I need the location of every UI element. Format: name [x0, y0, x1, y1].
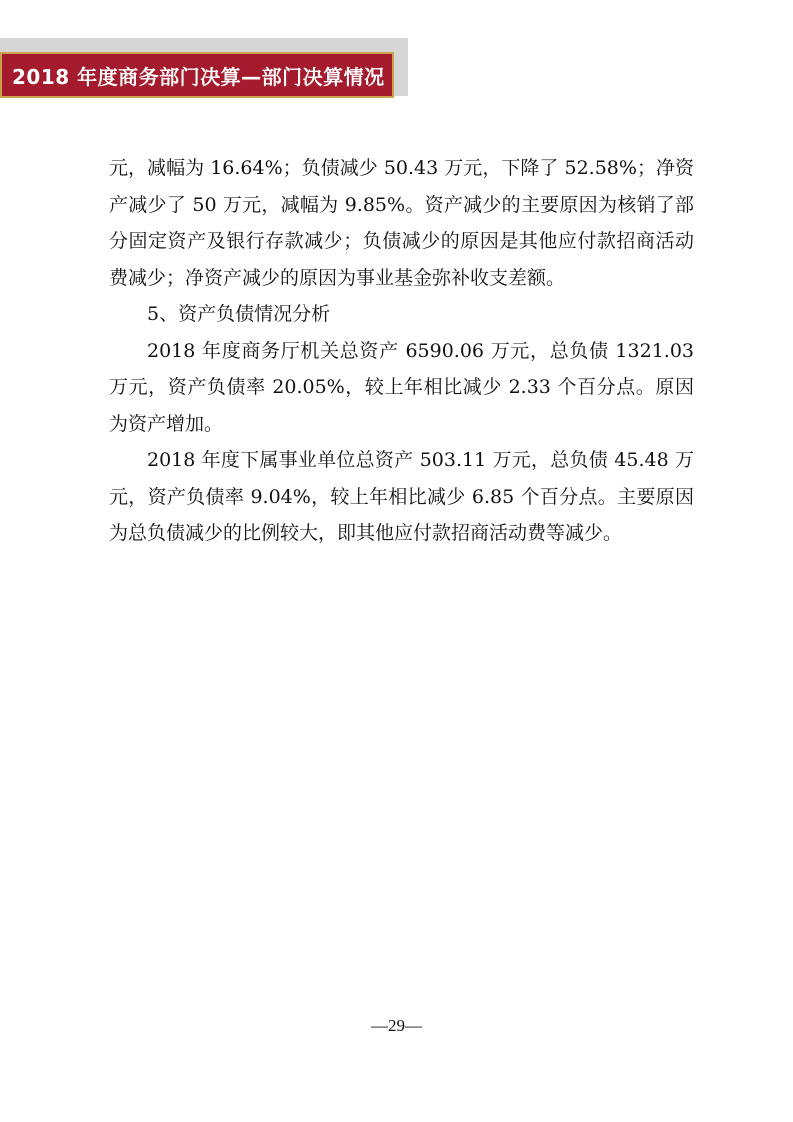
paragraph-continuation: 元，减幅为 16.64%；负债减少 50.43 万元，下降了 52.58%；净资产减少了 50 万元，减幅为 9.85%。资产减少的主要原因为核销了部分固定资产及银行存款减少；负债减少的原因是其他应付款招商活动费减少；净资产减少的原因为事业基金弥补收支差额。	[109, 157, 694, 289]
paragraph-subordinate-units: 2018 年度下属事业单位总资产 503.11 万元，总负债 45.48 万元，资产负债率 9.04%，较上年相比减少 6.85 个百分点。主要原因为总负债减少的比例较大，即其他应付款招商活动费等减少。	[109, 449, 694, 544]
section-heading: 5、资产负债情况分析	[147, 303, 331, 325]
page-number: —29—	[371, 1016, 422, 1035]
document-body	[109, 150, 694, 552]
header-title: 2018 年度商务部门决算—部门决算情况	[12, 64, 385, 89]
header-banner	[0, 52, 394, 98]
paragraph-agency-assets: 2018 年度商务厅机关总资产 6590.06 万元，总负债 1321.03 万元，资产负债率 20.05%，较上年相比减少 2.33 个百分点。原因为资产增加。	[109, 339, 694, 435]
